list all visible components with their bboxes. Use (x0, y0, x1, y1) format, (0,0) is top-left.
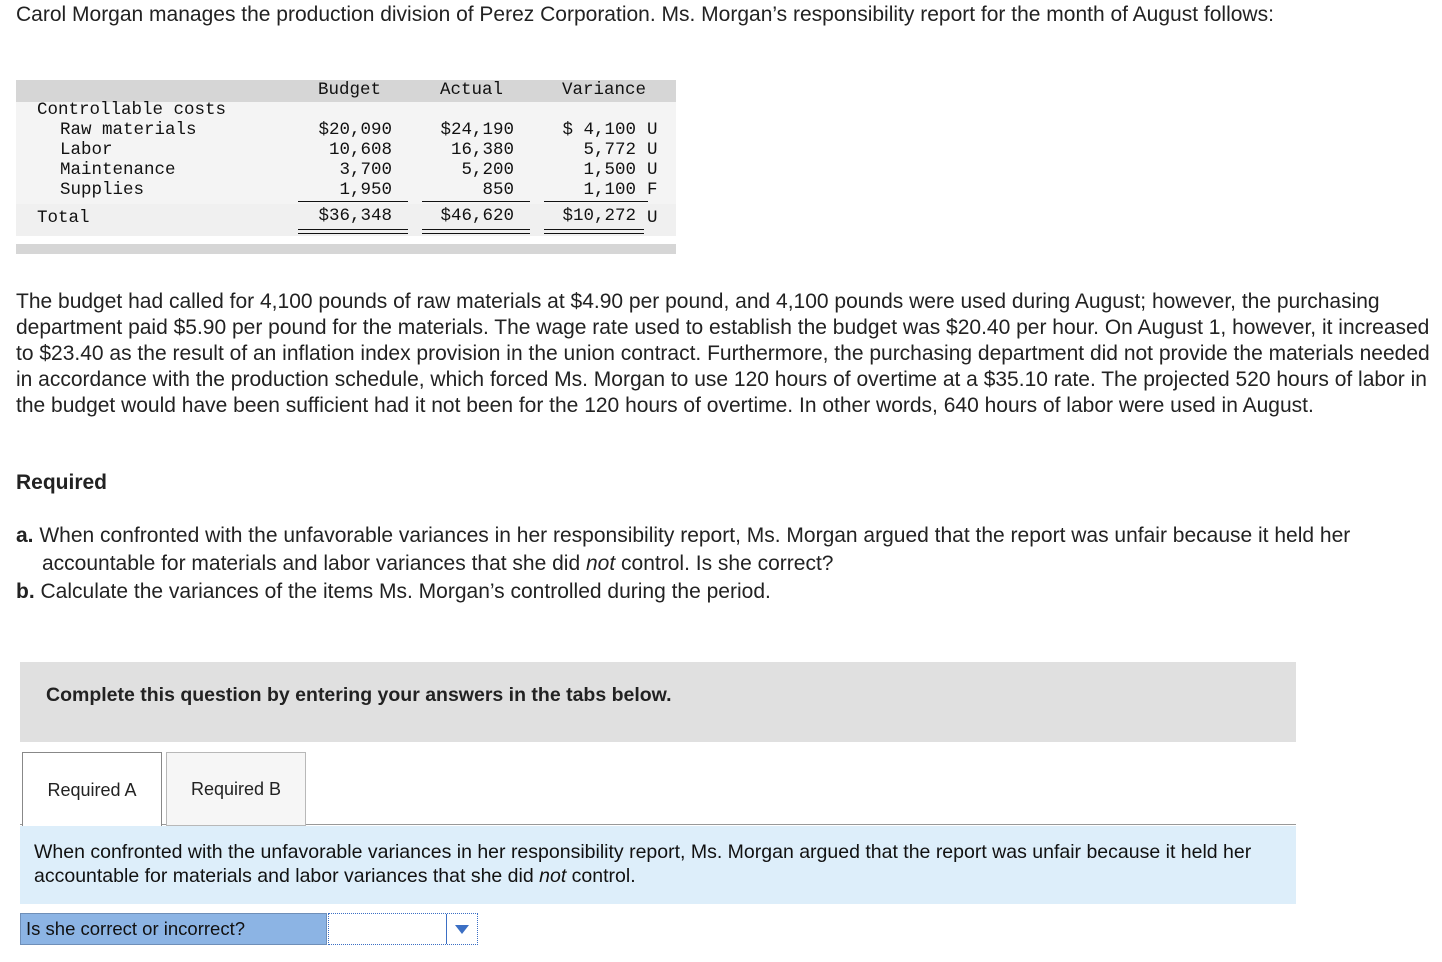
col-header-actual: Actual (440, 80, 504, 100)
row-variance: $ 4,100 (562, 120, 636, 140)
row-flag: U (647, 160, 658, 180)
row-label: Raw materials (60, 120, 197, 140)
tab-required-b[interactable]: Required B (166, 752, 306, 826)
instructions-text: Complete this question by entering your answers in the tabs below. (46, 684, 672, 706)
total-flag: U (647, 208, 658, 228)
row-flag: F (647, 180, 658, 200)
row-label: Maintenance (60, 160, 176, 180)
tab-prompt-panel (20, 826, 1296, 904)
row-actual: 5,200 (461, 160, 514, 180)
tab-prompt-text: When confronted with the unfavorable variances in her responsibility report, Ms. Morgan argued that the report was unfair because it held her accountable for materials and labor variances that she did not control. (34, 841, 1252, 887)
row-flag: U (647, 120, 658, 140)
row-variance: 5,772 (583, 140, 636, 160)
row-actual: $24,190 (440, 120, 514, 140)
row-label: Labor (60, 140, 113, 160)
subtotal-rule (298, 201, 408, 202)
col-header-variance: Variance (562, 80, 647, 100)
row-budget: 3,700 (339, 160, 392, 180)
row-budget: 10,608 (328, 140, 392, 160)
subtotal-rule (422, 201, 530, 202)
section-label: Controllable costs (37, 100, 227, 120)
required-item-a: a. When confronted with the unfavorable variances in her responsibility report, Ms. Morgan argued that the report was unfair because it held her accountable for materials and labor variances that she did not control. Is she correct? (16, 524, 1351, 575)
total-label: Total (37, 208, 90, 228)
total-double-rule (298, 229, 408, 234)
total-variance: $10,272 (562, 206, 636, 226)
scenario-paragraph: The budget had called for 4,100 pounds of raw materials at $4.90 per pound, and 4,100 pounds were used during August; however, the purchasing department paid $5.90 per pound for the materials. The wage rate used to establish the budget was $20.40 per hour. On August 1, however, it increased to $23.40 as the result of an inflation index provision in the union contract. Furthermore, the purchasing department did not provide the materials needed in accordance with the production schedule, which forced Ms. Morgan to use 120 hours of overtime at a $35.10 rate. The projected 520 hours of labor in the budget would have been sufficient had it not been for the 120 hours of overtime. In other words, 640 hours of labor were used in August. (16, 290, 1430, 417)
row-actual: 16,380 (450, 140, 514, 160)
item-letter: a. (16, 524, 34, 547)
subtotal-rule (544, 201, 648, 202)
total-actual: $46,620 (440, 206, 514, 226)
responsibility-report-table (16, 80, 676, 254)
correct-incorrect-select[interactable] (328, 913, 478, 945)
total-double-rule (422, 229, 530, 234)
row-actual: 850 (482, 180, 514, 200)
question-label: Is she correct or incorrect? (20, 913, 327, 945)
col-header-budget: Budget (318, 80, 382, 100)
required-heading: Required (16, 471, 108, 494)
total-double-rule (544, 229, 644, 234)
item-letter: b. (16, 580, 35, 603)
row-label: Supplies (60, 180, 145, 200)
required-item-b: b. Calculate the variances of the items Ms. Morgan’s controlled during the period. (16, 580, 771, 603)
instructions-banner (20, 662, 1296, 742)
row-budget: $20,090 (318, 120, 392, 140)
total-budget: $36,348 (318, 206, 392, 226)
chevron-down-icon[interactable] (455, 925, 469, 934)
required-list (16, 522, 1426, 606)
tab-required-a[interactable]: Required A (22, 752, 162, 828)
row-variance: 1,100 (583, 180, 636, 200)
row-flag: U (647, 140, 658, 160)
row-variance: 1,500 (583, 160, 636, 180)
row-budget: 1,950 (339, 180, 392, 200)
intro-text: Carol Morgan manages the production division of Perez Corporation. Ms. Morgan’s responsibility report for the month of August follows: (16, 3, 1274, 26)
